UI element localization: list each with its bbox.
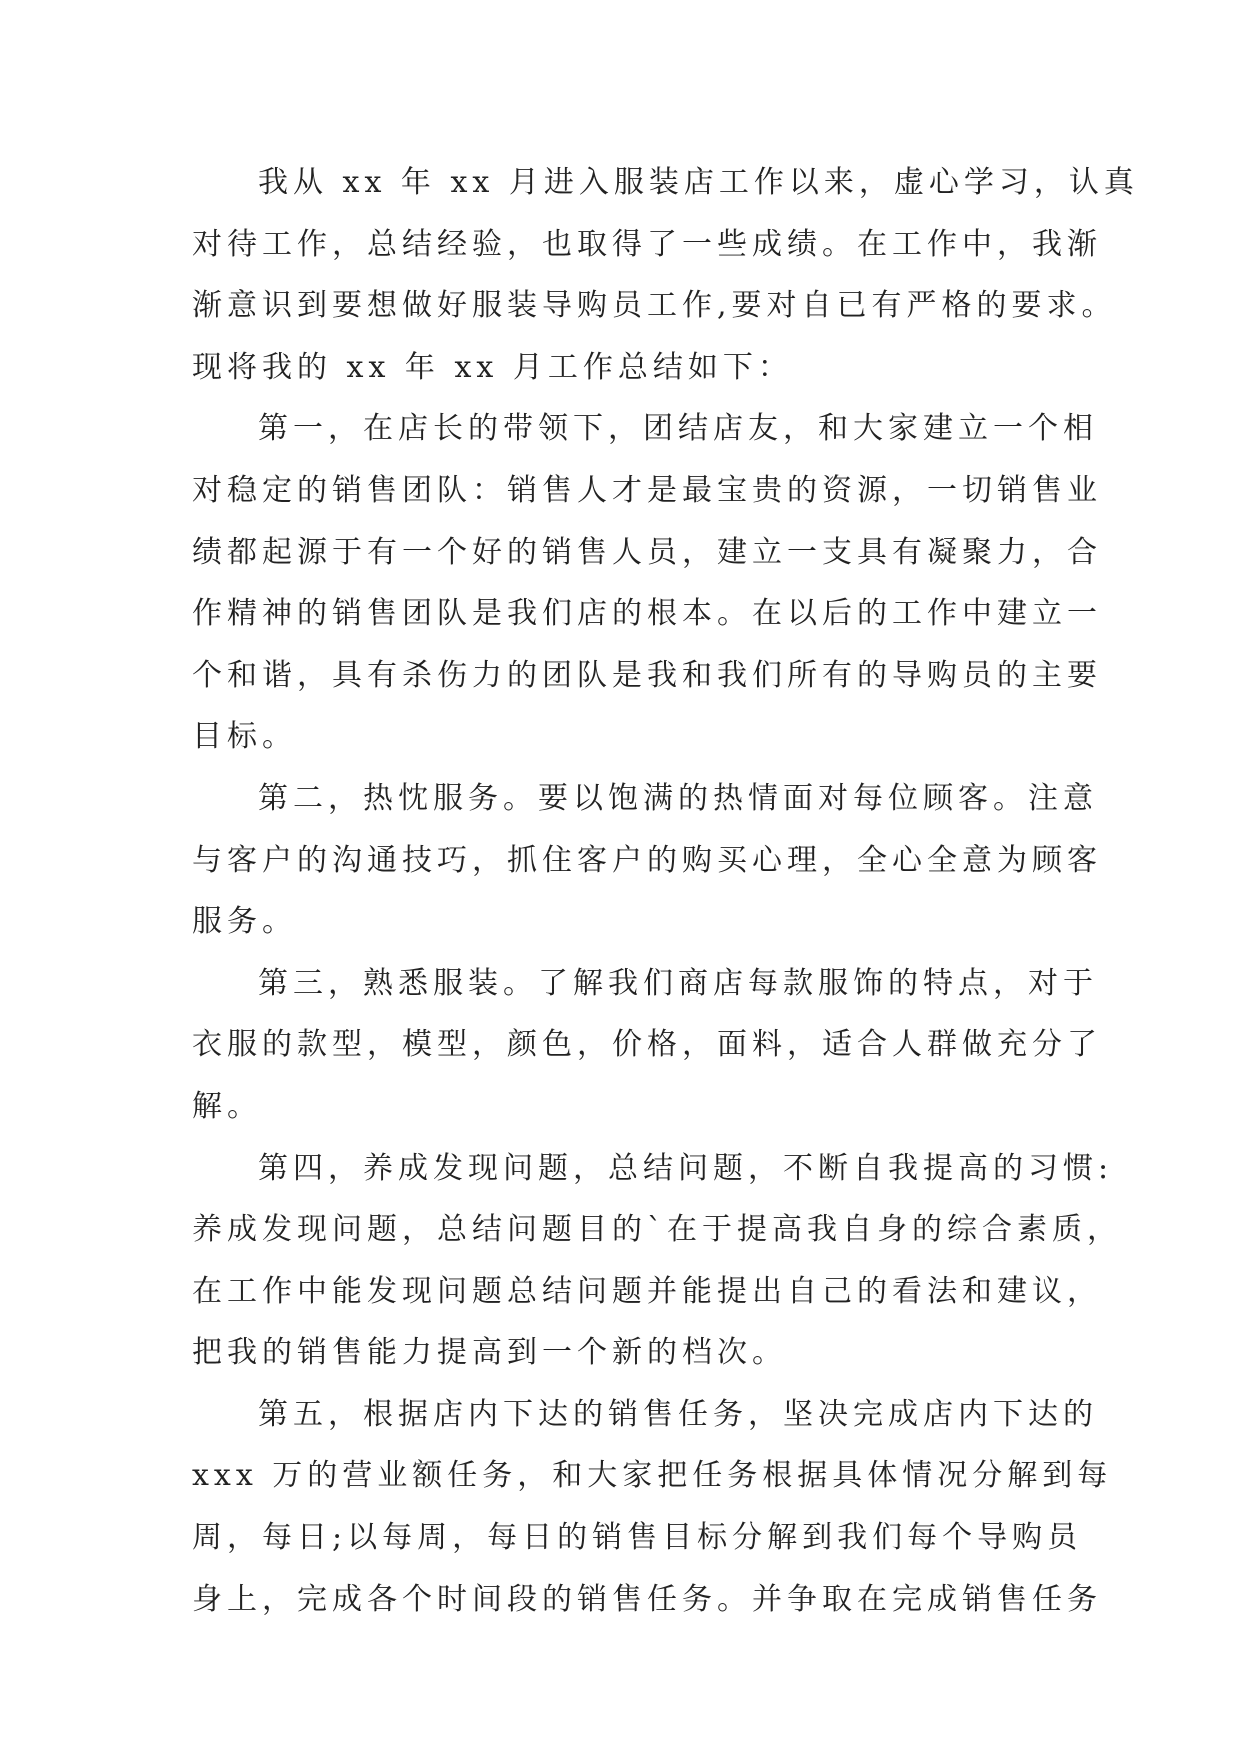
paragraph-line: 把我的销售能力提高到一个新的档次。 — [192, 1335, 787, 1371]
document-body — [192, 152, 1139, 1630]
paragraph-line: 身上，完成各个时间段的销售任务。并争取在完成销售任务 — [192, 1581, 1102, 1617]
paragraph-line: 第三，熟悉服装。了解我们商店每款服饰的特点，对于 — [258, 965, 1098, 1001]
paragraph-line: 衣服的款型，模型，颜色，价格，面料，适合人群做充分了 — [192, 1027, 1102, 1063]
paragraph-line: 第四，养成发现问题，总结问题，不断自我提高的习惯: — [258, 1150, 1114, 1186]
paragraph-line: 服务。 — [192, 904, 297, 940]
paragraph-line: 周，每日;以每周，每日的销售目标分解到我们每个导购员 — [192, 1520, 1083, 1556]
paragraph-line: 对稳定的销售团队：销售人才是最宝贵的资源，一切销售业 — [192, 472, 1102, 508]
paragraph-line: 第五，根据店内下达的销售任务，坚决完成店内下达的 — [258, 1396, 1098, 1432]
paragraph-line: 渐意识到要想做好服装导购员工作,要对自已有严格的要求。 — [192, 288, 1117, 324]
paragraph-line: 第二，热忱服务。要以饱满的热情面对每位顾客。注意 — [258, 780, 1098, 816]
paragraph-line: 与客户的沟通技巧，抓住客户的购买心理，全心全意为顾客 — [192, 842, 1102, 878]
paragraph-line: 对待工作，总结经验，也取得了一些成绩。在工作中，我渐 — [192, 226, 1102, 262]
paragraph-line: 目标。 — [192, 719, 297, 755]
paragraph-line: 现将我的 xx 年 xx 月工作总结如下： — [192, 349, 793, 385]
paragraph-line: 解。 — [192, 1088, 262, 1124]
paragraph-line: xxx 万的营业额任务，和大家把任务根据具体情况分解到每 — [192, 1458, 1113, 1494]
paragraph-line: 作精神的销售团队是我们店的根本。在以后的工作中建立一 — [192, 596, 1102, 632]
paragraph-line: 我从 xx 年 xx 月进入服装店工作以来，虚心学习，认真 — [258, 165, 1139, 200]
paragraph-line: 在工作中能发现问题总结问题并能提出自己的看法和建议， — [192, 1273, 1102, 1309]
paragraph-line: 个和谐，具有杀伤力的团队是我和我们所有的导购员的主要 — [192, 657, 1102, 693]
paragraph-line: 绩都起源于有一个好的销售人员，建立一支具有凝聚力，合 — [192, 534, 1102, 570]
paragraph-line: 养成发现问题，总结问题目的`在于提高我自身的综合素质， — [192, 1212, 1122, 1248]
paragraph-line: 第一，在店长的带领下，团结店友，和大家建立一个相 — [258, 411, 1098, 447]
